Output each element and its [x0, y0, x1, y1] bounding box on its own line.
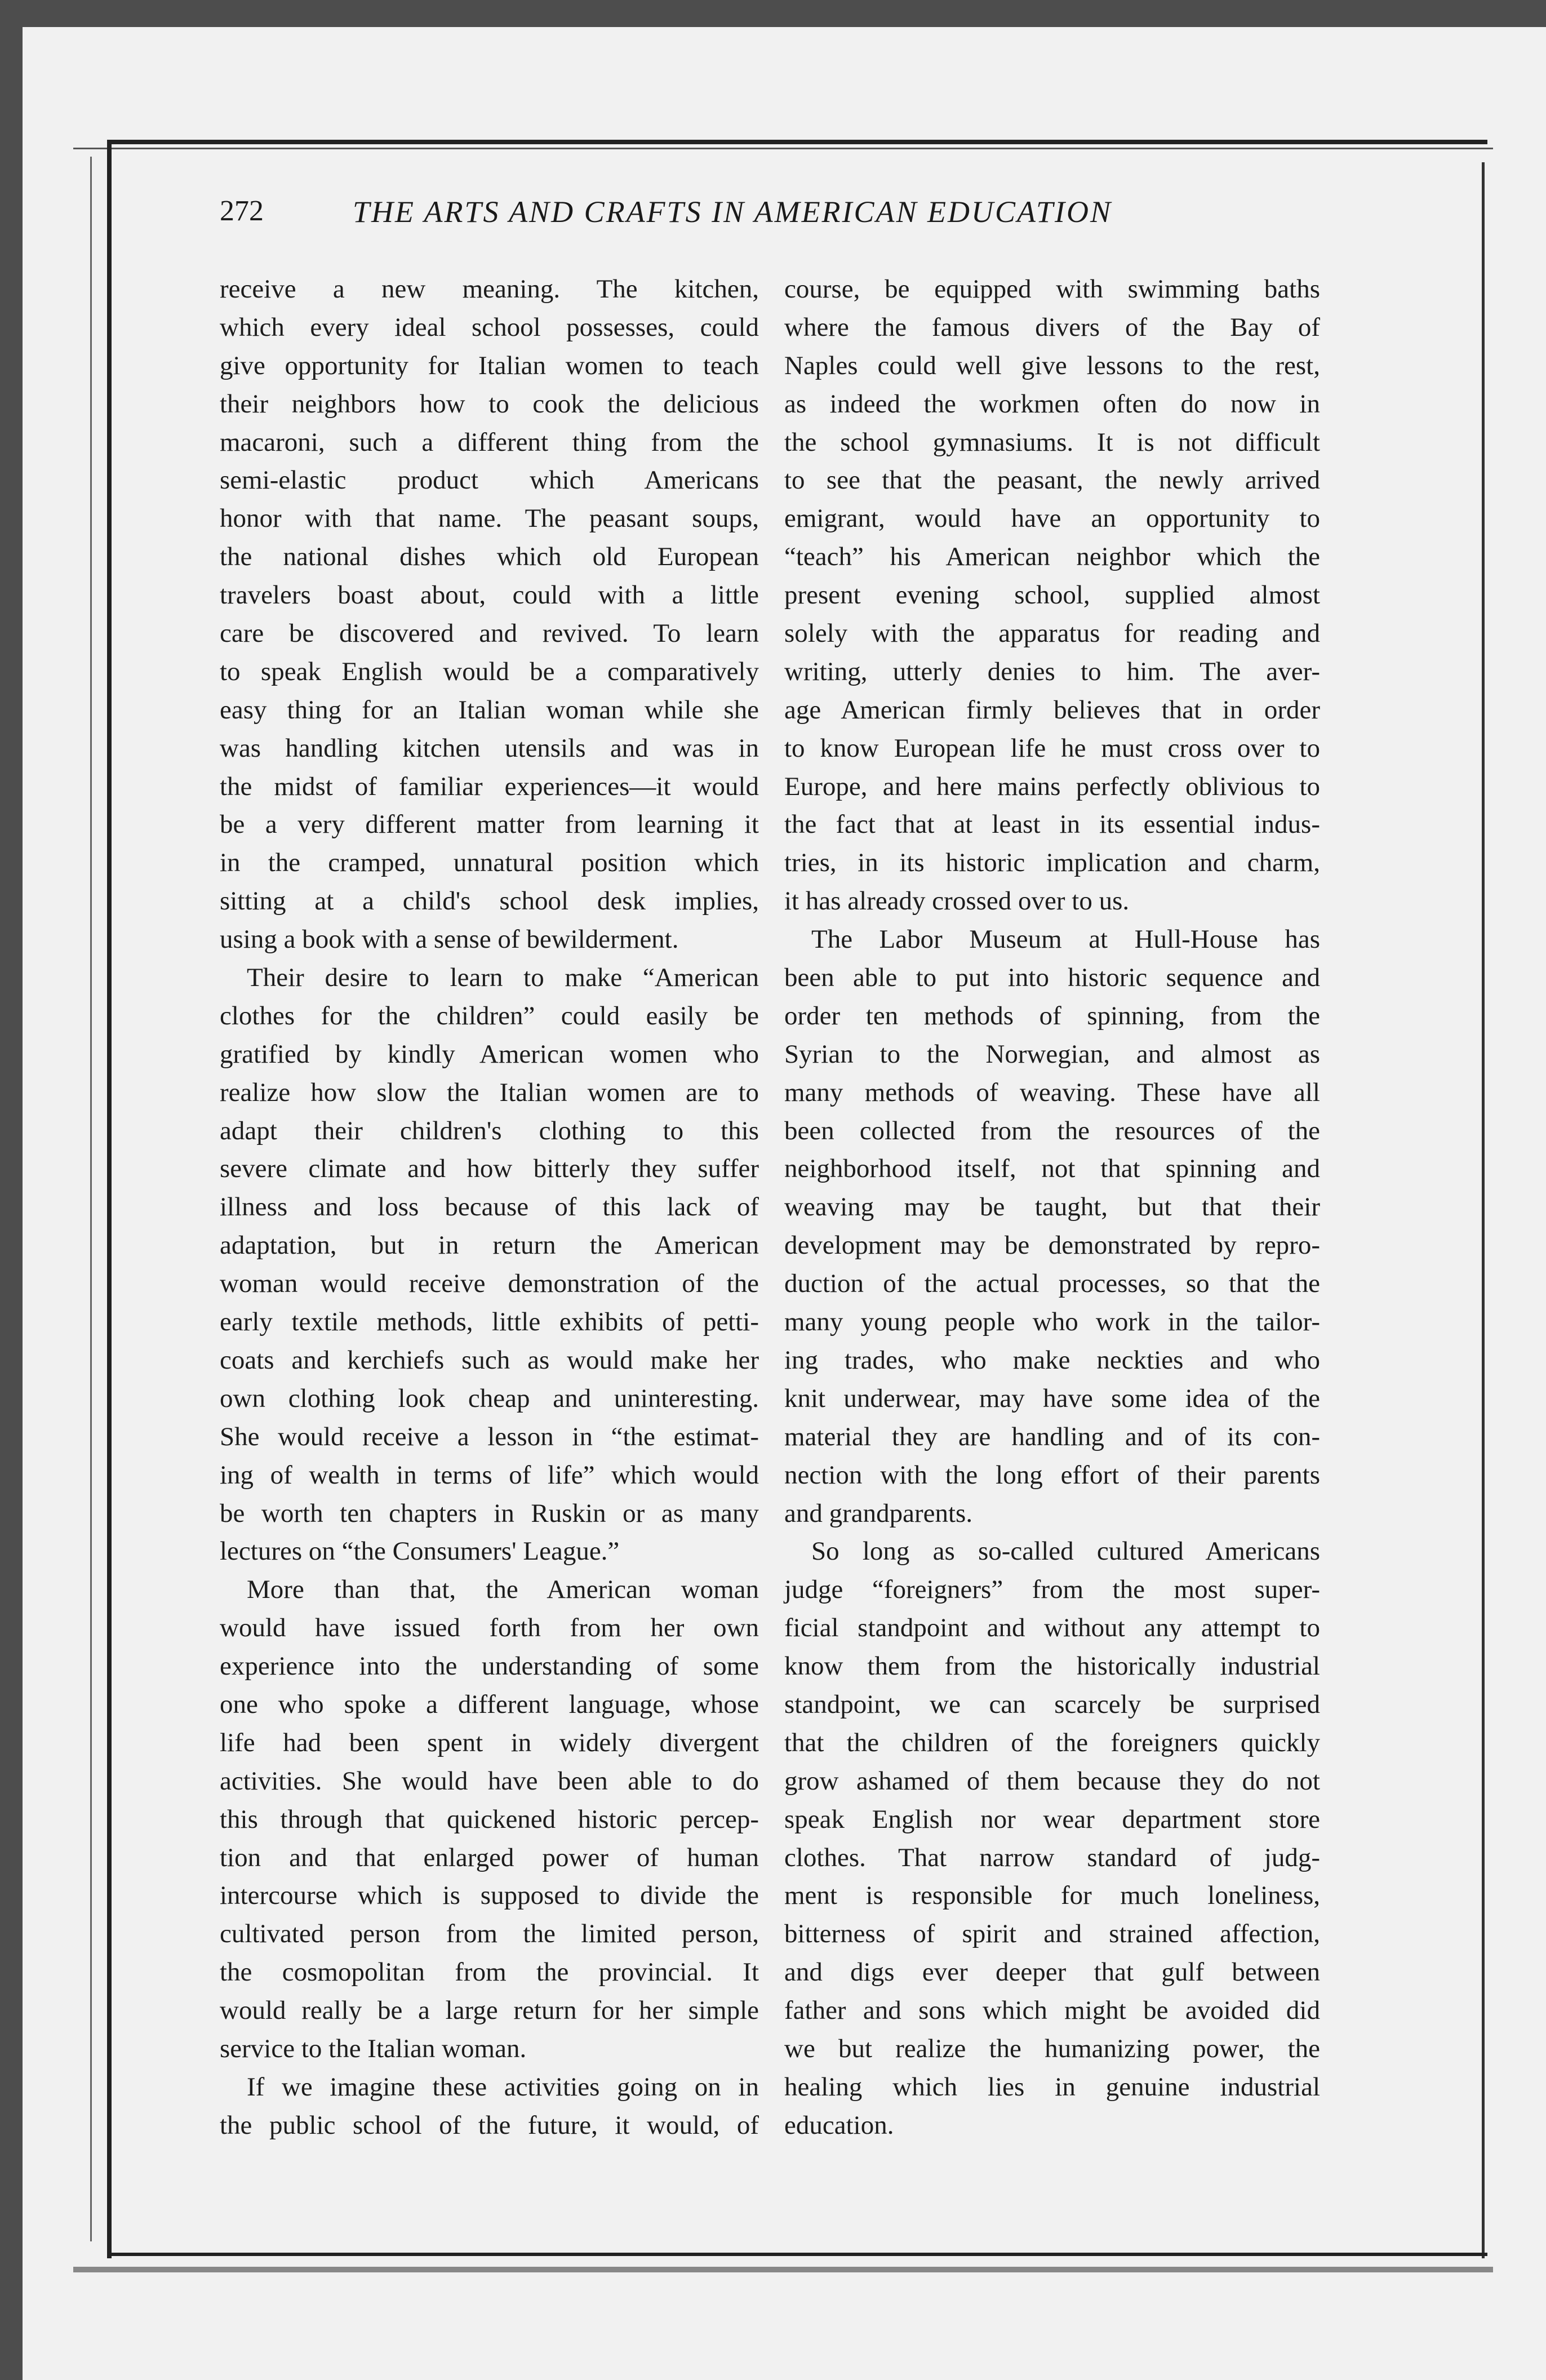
- text-line: judge “foreigners” from the most super-: [784, 1575, 1320, 1605]
- text-line: give opportunity for Italian women to teach: [220, 350, 759, 380]
- left-text-column: [220, 270, 759, 2145]
- text-line: this through that quickened historic percep-: [220, 1804, 759, 1834]
- text-line: ing trades, who make neckties and who: [784, 1345, 1320, 1375]
- text-line: Naples could well give lessons to the rest,: [784, 350, 1320, 380]
- text-line: one who spoke a different language, whose: [220, 1689, 759, 1719]
- text-line: clothes. That narrow standard of judg-: [784, 1842, 1320, 1872]
- text-line: “teach” his American neighbor which the: [784, 542, 1320, 572]
- text-line: as indeed the workmen often do now in: [784, 389, 1320, 419]
- text-line: Their desire to learn to make “American: [247, 963, 759, 993]
- frame-rule-bottom: [107, 2253, 1487, 2256]
- text-line: adapt their children's clothing to this: [220, 1116, 759, 1145]
- text-line: know them from the historically industrial: [784, 1651, 1320, 1681]
- text-line: development may be demonstrated by repro-: [784, 1231, 1320, 1260]
- text-line: the school gymnasiums. It is not difficult: [784, 427, 1320, 457]
- text-line: the fact that at least in its essential indus-: [784, 810, 1320, 840]
- text-line: honor with that name. The peasant soups,: [220, 504, 759, 534]
- text-line: course, be equipped with swimming baths: [784, 274, 1320, 304]
- text-line: sitting at a child's school desk implies,: [220, 886, 759, 916]
- text-line: Syrian to the Norwegian, and almost as: [784, 1039, 1320, 1069]
- text-line: emigrant, would have an opportunity to: [784, 504, 1320, 534]
- text-line: it has already crossed over to us.: [784, 886, 1130, 916]
- text-line: be a very different matter from learning it: [220, 810, 759, 840]
- text-line: knit underwear, may have some idea of the: [784, 1383, 1320, 1413]
- text-line: been able to put into historic sequence and: [784, 963, 1320, 993]
- text-line: where the famous divers of the Bay of: [784, 312, 1320, 342]
- text-line: order ten methods of spinning, from the: [784, 1001, 1320, 1031]
- text-line: be worth ten chapters in Ruskin or as many: [220, 1498, 759, 1528]
- text-line: bitterness of spirit and strained affection,: [784, 1919, 1320, 1949]
- text-line: clothes for the children” could easily be: [220, 1001, 759, 1031]
- text-line: woman would receive demonstration of the: [220, 1269, 759, 1299]
- text-line: was handling kitchen utensils and was in: [220, 733, 759, 763]
- text-line: care be discovered and revived. To learn: [220, 619, 759, 649]
- text-line: to see that the peasant, the newly arrived: [784, 465, 1320, 495]
- text-line: and grandparents.: [784, 1498, 973, 1528]
- text-line: own clothing look cheap and uninteresting.: [220, 1383, 759, 1413]
- text-line: If we imagine these activities going on in: [247, 2072, 759, 2102]
- text-line: experience into the understanding of some: [220, 1651, 759, 1681]
- text-line: So long as so-called cultured Americans: [811, 1537, 1320, 1566]
- text-line: healing which lies in genuine industrial: [784, 2072, 1320, 2102]
- text-line: been collected from the resources of the: [784, 1116, 1320, 1145]
- text-line: Europe, and here mains perfectly oblivious to: [784, 771, 1320, 801]
- text-line: material they are handling and of its con-: [784, 1422, 1320, 1451]
- text-line: would really be a large return for her simple: [220, 1996, 759, 2026]
- frame-rule-top: [107, 140, 1487, 144]
- text-line: age American firmly believes that in order: [784, 695, 1320, 725]
- text-line: speak English nor wear department store: [784, 1804, 1320, 1834]
- text-line: many young people who work in the tailor-: [784, 1307, 1320, 1337]
- text-line: receive a new meaning. The kitchen,: [220, 274, 759, 304]
- text-line: semi-elastic product which Americans: [220, 465, 759, 495]
- running-title: THE ARTS AND CRAFTS IN AMERICAN EDUCATION: [353, 195, 1113, 229]
- text-line: macaroni, such a different thing from the: [220, 427, 759, 457]
- text-line: the public school of the future, it would, of: [220, 2110, 759, 2140]
- text-line: nection with the long effort of their parents: [784, 1460, 1320, 1490]
- text-line: service to the Italian woman.: [220, 2033, 527, 2063]
- page-header: [220, 194, 1324, 234]
- text-line: ing of wealth in terms of life” which would: [220, 1460, 759, 1490]
- frame-rule-right: [1482, 162, 1485, 2258]
- text-line: would have issued forth from her own: [220, 1613, 759, 1643]
- text-line: to speak English would be a comparatively: [220, 656, 759, 686]
- text-line: grow ashamed of them because they do not: [784, 1766, 1320, 1796]
- text-line: to know European life he must cross over to: [784, 733, 1320, 763]
- text-line: solely with the apparatus for reading and: [784, 619, 1320, 649]
- text-line: illness and loss because of this lack of: [220, 1192, 759, 1222]
- text-line: the cosmopolitan from the provincial. It: [220, 1957, 759, 1987]
- text-line: writing, utterly denies to him. The aver-: [784, 656, 1320, 686]
- text-line: cultivated person from the limited person,: [220, 1919, 759, 1949]
- text-line: using a book with a sense of bewilderment.: [220, 925, 679, 954]
- text-line: ficial standpoint and without any attempt to: [784, 1613, 1320, 1643]
- text-line: severe climate and how bitterly they suffer: [220, 1154, 759, 1184]
- text-line: duction of the actual processes, so that the: [784, 1269, 1320, 1299]
- text-line: More than that, the American woman: [247, 1575, 759, 1605]
- text-line: weaving may be taught, but that their: [784, 1192, 1320, 1222]
- frame-rule-left-outer: [90, 157, 92, 2241]
- text-line: their neighbors how to cook the delicious: [220, 389, 759, 419]
- right-text-column: [784, 270, 1320, 2145]
- text-line: tion and that enlarged power of human: [220, 1842, 759, 1872]
- text-line: that the children of the foreigners quickly: [784, 1728, 1320, 1757]
- text-line: gratified by kindly American women who: [220, 1039, 759, 1069]
- text-line: which every ideal school possesses, could: [220, 312, 759, 342]
- text-line: She would receive a lesson in “the estimat-: [220, 1422, 759, 1451]
- text-line: early textile methods, little exhibits of petti-: [220, 1307, 759, 1337]
- text-line: ment is responsible for much loneliness,: [784, 1881, 1320, 1911]
- text-line: realize how slow the Italian women are to: [220, 1077, 759, 1107]
- text-line: many methods of weaving. These have all: [784, 1077, 1320, 1107]
- page-number: 272: [220, 195, 264, 227]
- text-line: the national dishes which old European: [220, 542, 759, 572]
- frame-rule-top-inner: [73, 148, 1493, 149]
- text-line: neighborhood itself, not that spinning and: [784, 1154, 1320, 1184]
- text-line: easy thing for an Italian woman while she: [220, 695, 759, 725]
- text-line: coats and kerchiefs such as would make her: [220, 1345, 759, 1375]
- text-line: adaptation, but in return the American: [220, 1231, 759, 1260]
- text-line: standpoint, we can scarcely be surprised: [784, 1689, 1320, 1719]
- text-line: in the cramped, unnatural position which: [220, 848, 759, 878]
- text-line: tries, in its historic implication and charm,: [784, 848, 1320, 878]
- text-line: present evening school, supplied almost: [784, 580, 1320, 610]
- text-line: The Labor Museum at Hull-House has: [811, 925, 1320, 954]
- text-line: education.: [784, 2110, 894, 2140]
- text-line: we but realize the humanizing power, the: [784, 2033, 1320, 2063]
- text-line: intercourse which is supposed to divide the: [220, 1881, 759, 1911]
- text-line: life had been spent in widely divergent: [220, 1728, 759, 1757]
- text-line: lectures on “the Consumers' League.”: [220, 1537, 620, 1566]
- text-line: travelers boast about, could with a little: [220, 580, 759, 610]
- text-line: father and sons which might be avoided did: [784, 1996, 1320, 2026]
- text-line: and digs ever deeper that gulf between: [784, 1957, 1320, 1987]
- text-line: activities. She would have been able to do: [220, 1766, 759, 1796]
- frame-rule-left: [107, 140, 112, 2258]
- frame-rule-bottom-outer: [73, 2267, 1493, 2272]
- text-line: the midst of familiar experiences—it would: [220, 771, 759, 801]
